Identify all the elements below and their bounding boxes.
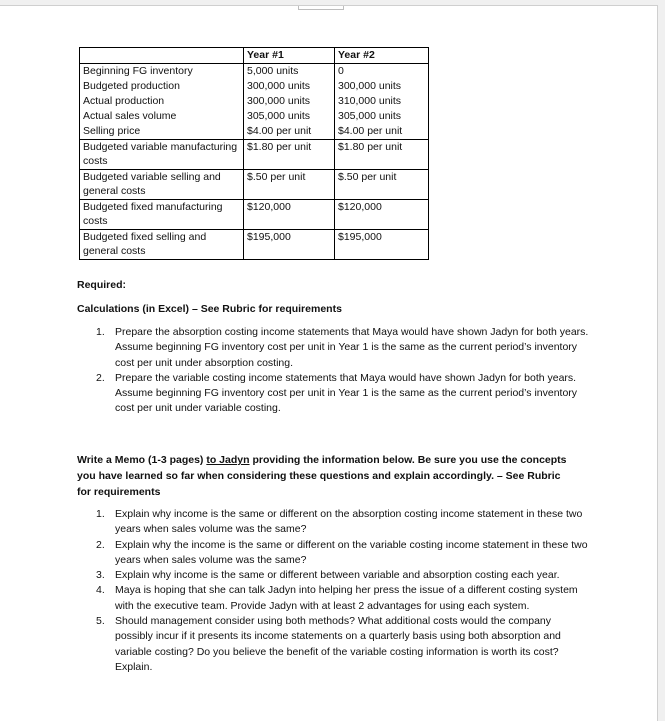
row-label: Budgeted variable selling and general costs (80, 169, 244, 199)
table-row (80, 199, 429, 229)
year1-value: 300,000 units (247, 79, 311, 92)
year2-value: $195,000 (335, 229, 429, 259)
list-item (96, 538, 591, 569)
list-number: 1. (96, 508, 105, 520)
memo-questions-list (96, 507, 591, 675)
memo-text-start: Write a Memo (1-3 pages) (77, 454, 207, 466)
list-number: 2. (96, 371, 105, 384)
year2-value: 310,000 units (338, 94, 402, 107)
list-item (96, 614, 591, 675)
list-text: Prepare the absorption costing income statements that Maya would have shown Jadyn for both years. Assume beginning FG inventory cost per unit in Year 1 is the same as the current period’s inventory cost per unit under absorption costing. (115, 326, 589, 369)
list-text: Explain why income is the same or different between variable and absorption costing each year. (115, 569, 560, 582)
required-heading: Required: (77, 279, 127, 291)
year1-value: 5,000 units (247, 64, 299, 77)
table-row (80, 169, 429, 199)
year2-value: $1.80 per unit (335, 139, 429, 169)
year2-value: 305,000 units (338, 109, 402, 122)
row-label: Beginning FG inventory (83, 64, 193, 77)
list-number: 3. (96, 569, 105, 582)
page-tab (298, 6, 344, 10)
row-label: Selling price (83, 124, 141, 137)
table-row (80, 139, 429, 169)
table-header-row (80, 48, 429, 64)
memo-instructions (77, 452, 577, 500)
list-number: 4. (96, 584, 105, 597)
year1-value: 305,000 units (247, 109, 311, 122)
calculations-heading: Calculations (in Excel) – See Rubric for requirements (77, 303, 342, 315)
table-cell-year1 (244, 63, 335, 139)
list-item (96, 583, 591, 614)
table-header-blank (80, 48, 244, 64)
list-item (96, 568, 591, 583)
list-text: Explain why the income is the same or different on the variable costing income statement in these two years when sales volume was the same? (115, 538, 588, 566)
row-label: Budgeted variable manufacturing costs (80, 139, 244, 169)
row-label: Actual sales volume (83, 109, 177, 122)
year1-value: 300,000 units (247, 94, 311, 107)
table-header-year2: Year #2 (335, 48, 429, 64)
year2-value: 0 (338, 64, 344, 77)
year1-value: $4.00 per unit (247, 124, 312, 137)
list-item (96, 507, 591, 538)
year2-value: $4.00 per unit (338, 124, 403, 137)
year1-value: $195,000 (244, 229, 335, 259)
list-number: 2. (96, 538, 105, 551)
year2-value: $120,000 (335, 199, 429, 229)
table-row (80, 229, 429, 259)
table-cell-year2 (335, 63, 429, 139)
list-number: 1. (96, 326, 105, 338)
memo-text-end: providing the information below. Be sure you use the concepts you have learned so far when considering these questions and explain accordingly. – See Rubric for requirements (77, 454, 567, 498)
list-text: Maya is hoping that she can talk Jadyn into helping her press the issue of a different costing system with the executive team. Provide Jadyn with at least 2 advantages for using each system. (115, 584, 578, 612)
list-number: 5. (96, 615, 105, 628)
list-item (96, 371, 591, 417)
table-cell-labels (80, 63, 244, 139)
year2-value: 300,000 units (338, 79, 402, 92)
memo-recipient-link[interactable]: to Jadyn (206, 454, 250, 466)
document-page (0, 5, 658, 721)
list-item (96, 325, 591, 371)
budget-table (79, 47, 429, 260)
list-text: Prepare the variable costing income statements that Maya would have shown Jadyn for both years. Assume beginning FG inventory cost per unit in Year 1 is the same as the current period’s inventory cost per unit under variable costing. (115, 371, 578, 415)
list-text: Explain why income is the same or different on the absorption costing income statement in these two years when sales volume was the same? (115, 508, 583, 536)
year1-value: $.50 per unit (244, 169, 335, 199)
row-label: Budgeted production (83, 79, 180, 92)
row-label: Budgeted fixed manufacturing costs (80, 199, 244, 229)
calculations-list (96, 325, 591, 417)
row-label: Actual production (83, 94, 165, 107)
row-label: Budgeted fixed selling and general costs (80, 229, 244, 259)
table-row (80, 63, 429, 139)
table-header-year1: Year #1 (244, 48, 335, 64)
year2-value: $.50 per unit (335, 169, 429, 199)
year1-value: $1.80 per unit (244, 139, 335, 169)
list-text: Should management consider using both methods? What additional costs would the company possibly incur if it presents its income statements on a quarterly basis using both absorption and variable costing? Do you believe the benefit of the variable costing information is worth its cost? Explain. (115, 615, 561, 673)
year1-value: $120,000 (244, 199, 335, 229)
